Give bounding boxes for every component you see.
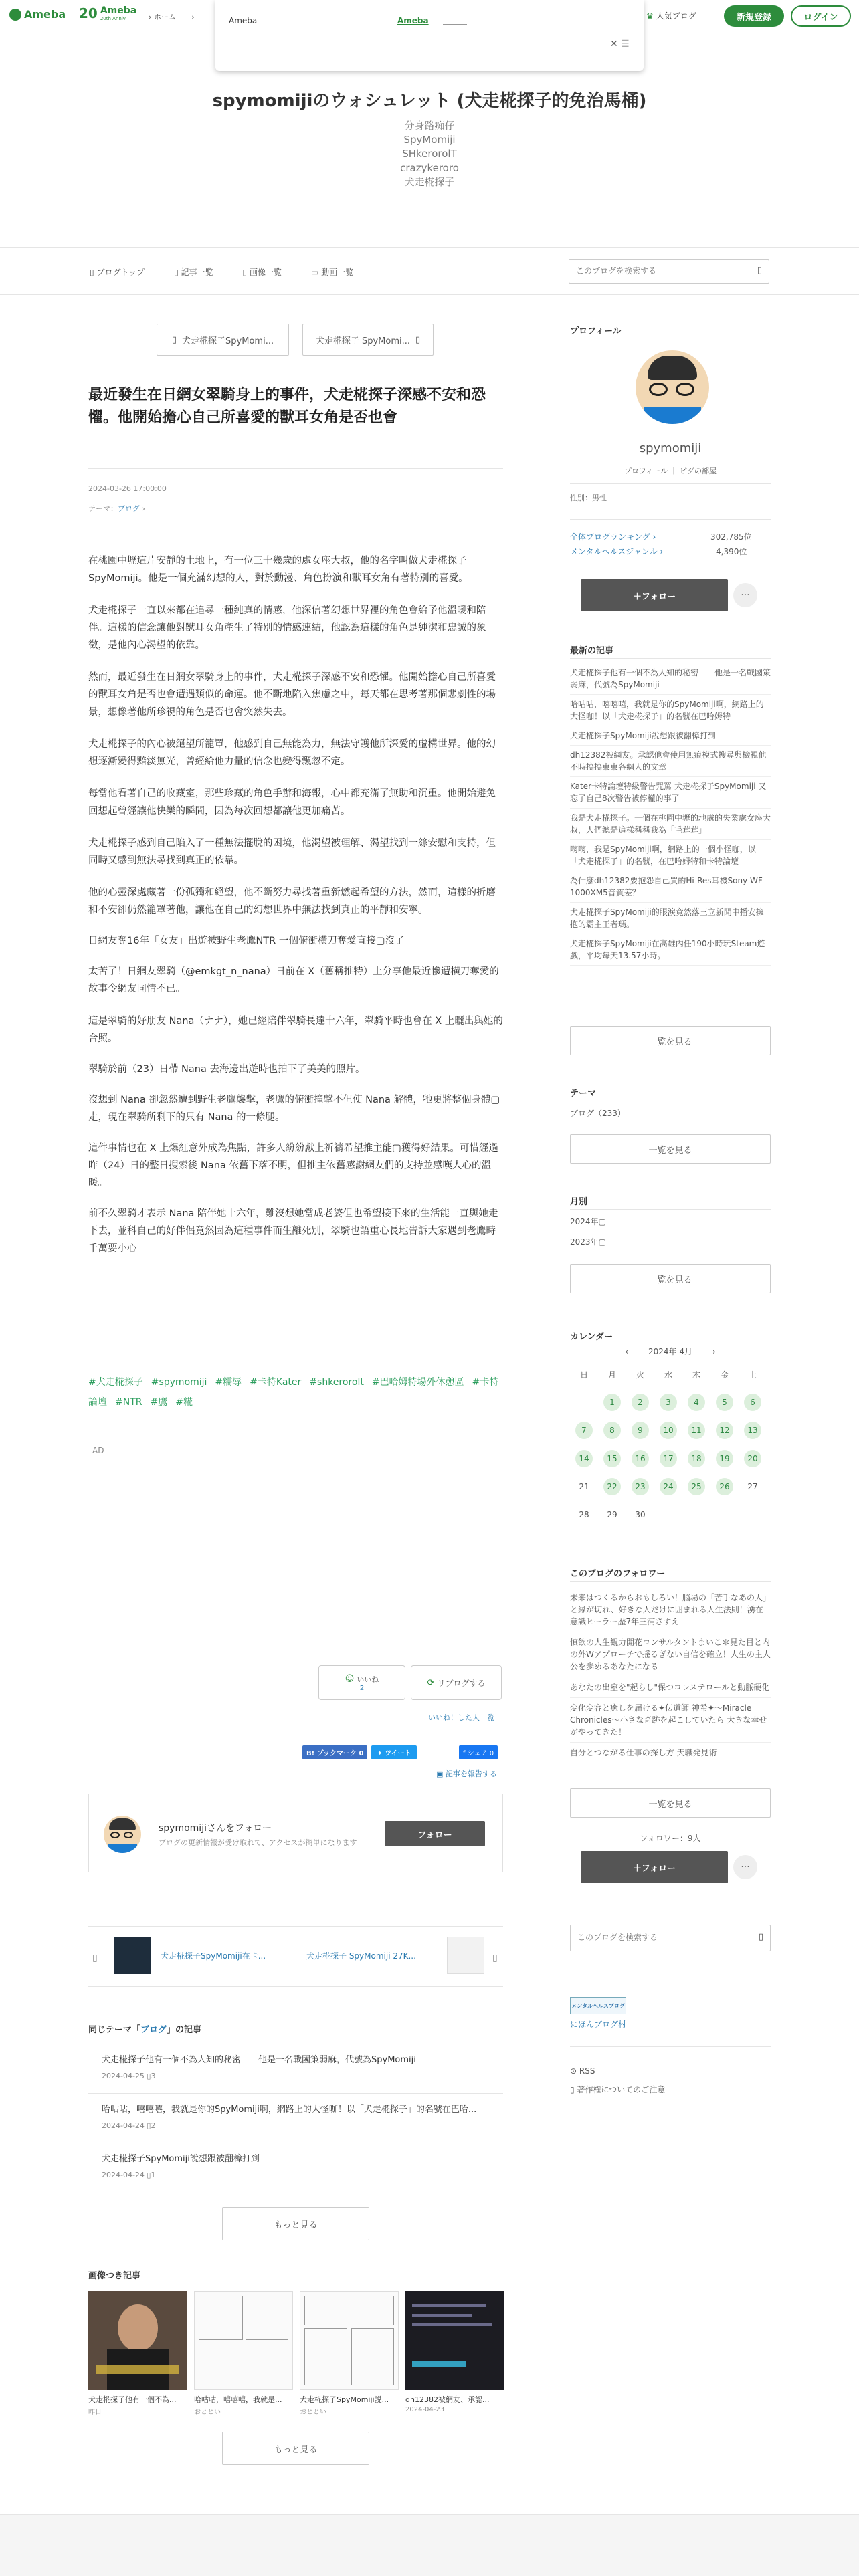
next-article-button[interactable]: 犬走椛探子 SpyMomi... ▯ [302, 324, 434, 356]
blog-alias: SHkerorolT [402, 148, 457, 160]
more-options-button[interactable]: ··· [733, 583, 757, 607]
theme-link[interactable]: ブログ [118, 504, 140, 513]
nav-search-box[interactable] [569, 259, 769, 284]
image-article-3[interactable]: 犬走椛探子SpyMomiji説... おととい [300, 2291, 399, 2416]
image-article-4[interactable]: dh12382被網友、承認... 2024-04-23 [405, 2291, 504, 2413]
calendar-weekday: 土 [748, 1370, 757, 1380]
article-paragraph: 然而，最近發生在日網女翠騎身上的事件，犬走椛探子深感不安和恐懼。他開始擔心自己所喜愛的獸耳女角是否也會遭遇類似的命運。他不斷地陷入焦慮之中，每天都在思考著那個悲劇性的場景，想像著他所珍視的角色是否也會突然失去。 [88, 672, 496, 718]
next-related-thumb[interactable] [447, 1937, 484, 1974]
nav-search-input[interactable] [569, 260, 743, 282]
recent-title: 最新の記事 [570, 646, 614, 656]
calendar-day[interactable]: 4 [688, 1394, 705, 1411]
reblog-icon: ⟳ [427, 1677, 435, 1688]
comment-icon: ▯ [144, 2121, 151, 2130]
image-article-2[interactable]: 哈咕咕，嘻嘻嘻，我就是... おととい [194, 2291, 293, 2416]
recent-article-link[interactable]: dh12382被網友。承認他會使用無痕模式搜尋與檢視他不時搞搞東東各網人的文章 [570, 746, 771, 777]
calendar-weekday: 日 [579, 1370, 588, 1380]
comment-icon: ▯ [144, 2072, 151, 2080]
article-paragraph: 犬走椛探子感到自己陷入了一種無法擺脫的困境，他渴望被理解、渴望找到一絲安慰和支持，但同時又感到無法尋找到真正的依靠。 [88, 838, 496, 866]
sidebar-follow-button[interactable]: ＋フォロー [581, 579, 728, 611]
rss-link[interactable]: ⊙ RSS [570, 2066, 595, 2076]
article-paragraph: 這是翠騎的好朋友 Nana（ナナ），她已經陪伴翠騎長達十六年，翠騎平時也會在 X 上曬出與她的合照。 [88, 1016, 503, 1044]
genre-ranking-link[interactable]: メンタルヘルスジャンル › [570, 547, 664, 556]
image-articles-title: 画像つき記事 [88, 2271, 141, 2281]
calendar-day[interactable]: 19 [716, 1450, 733, 1467]
calendar-day[interactable]: 16 [632, 1450, 649, 1467]
chevron-right-icon: › [191, 13, 195, 21]
same-theme-item[interactable] [88, 2093, 503, 2143]
ranking-link[interactable]: 全体ブログランキング › [570, 532, 656, 542]
account-popup: Ameba Ameba ✕ ☰ [215, 0, 644, 71]
footer-sidebar-divider [570, 2046, 771, 2047]
article-paragraph: 他的心靈深處藏著一份孤獨和絕望，他不斷努力尋找著重新燃起希望的方法，然而，這樣的折磨和不安卻仍然籠罩著他，讓他在自己的幻想世界中無法找到真正的平靜和安寧。 [88, 887, 496, 916]
calendar-day[interactable]: 3 [660, 1394, 677, 1411]
calendar-day: 27 [747, 1482, 758, 1491]
calendar-day[interactable]: 18 [688, 1450, 705, 1467]
article-paragraph: 前不久翠騎才表示 Nana 陪伴她十六年，難沒想她當成老婆但也希望接下來的生活能一直與她走下去，並科自己的好伴侶竟然因為這種事件而生離死別，翠騎也語重心長地告訴大家遇到老鷹時千萬要小心 [88, 1208, 498, 1254]
calendar-day[interactable]: 12 [716, 1422, 733, 1439]
prev-related-link[interactable]: 犬走椛探子SpyMomiji在卡... [161, 1951, 266, 1961]
recent-article-link[interactable]: 我是犬走椛探子。一個在桃園中壢的地處的失業處女座大叔，人們總是這樣稱稱我為「毛茸茸」 [570, 809, 771, 840]
calendar-day[interactable]: 25 [688, 1478, 705, 1495]
calendar-weekday: 月 [607, 1370, 616, 1380]
follower-posts [570, 1588, 771, 1763]
calendar-day: 21 [579, 1482, 589, 1491]
hashtag-link[interactable]: #巴哈姆特場外休憩區 [371, 1377, 464, 1388]
recent-article-link[interactable]: 嗨嗨，我是SpyMomiji啊，網路上的一個小怪咖，以「犬走椛探子」的名號，在巴哈姆特和卡特論壇 [570, 840, 771, 871]
video-icon: ▭ [310, 267, 319, 277]
calendar-day[interactable]: 23 [632, 1478, 649, 1495]
same-theme-more-button[interactable]: もっと見る [222, 2207, 369, 2240]
same-theme-item[interactable] [88, 2044, 503, 2093]
copyright-link[interactable]: ▯ 著作権についてのご注意 [570, 2085, 666, 2095]
same-theme-item-date: 2024-04-24 [102, 2121, 145, 2130]
calendar-weekday: 水 [664, 1370, 672, 1380]
sidebar-search-input[interactable] [571, 1925, 745, 1949]
same-theme-item-count: 2 [151, 2121, 156, 2130]
same-theme-link[interactable]: ブログ [140, 2025, 167, 2035]
calendar-day[interactable]: 20 [744, 1450, 761, 1467]
month-see-list-button[interactable]: 一覧を見る [570, 1264, 771, 1293]
recent-article-link[interactable]: 為什麼dh12382要抱怨自己買的Hi-Res耳機Sony WF-1000XM5音質差？ [570, 871, 771, 903]
profile-divider-2 [570, 519, 771, 520]
image-articles-more-button[interactable]: もっと見る [222, 2432, 369, 2465]
nihon-blog-link[interactable]: にほんブログ村 [570, 2020, 627, 2029]
more-options-button-2[interactable]: ··· [733, 1855, 757, 1879]
calendar-day[interactable]: 24 [660, 1478, 677, 1495]
article-theme: テーマ：ブログ › [88, 504, 145, 513]
chevron-left-icon[interactable]: ▯ [92, 1953, 98, 1963]
hashtag-link[interactable]: #鷹 [150, 1397, 168, 1408]
same-theme-item[interactable] [88, 2143, 503, 2192]
popup-underline [443, 24, 467, 25]
chevron-right-icon: › [142, 504, 145, 513]
chevron-right-icon: ▯ [415, 334, 421, 345]
follower-post-link[interactable]: 慎飲の人生観力開花コンサルタントまいこ＊見た目と内の外Wアプローチで揺るぎない自信を確立！人生の主人公を歩めるあなたになる [570, 1632, 771, 1677]
follow-box [88, 1794, 503, 1872]
calendar-title: カレンダー [570, 1332, 613, 1342]
profile-name[interactable]: spymomiji [639, 441, 702, 455]
article-paragraph: 在桃園中壢這片安靜的土地上，有一位三十幾歲的處女座大叔，他的名字叫做犬走椛探子 SpyMomiji。他是一個充滿幻想的人，對於動漫、角色扮演和獸耳女角有著特別的喜愛。 [88, 556, 468, 584]
follower-count: フォロワー：9人 [640, 1834, 701, 1843]
sidebar-search-box[interactable] [570, 1925, 771, 1951]
signup-button[interactable]: 新規登録 [724, 5, 784, 27]
theme-item[interactable]: ブログ（233） [570, 1109, 626, 1118]
article-paragraph: 沒想到 Nana 卻忽然遭到野生老鷹襲擊，老鷹的俯衝撞擊不但使 Nana 解體，牠更將整個身體▢走，現在翠騎所剩下的只有 Nana 的一條腿。 [88, 1095, 500, 1123]
blog-title[interactable]: spymomijiのウォシュレット (犬走椛探子的免治馬桶) [212, 91, 647, 111]
rss-icon: ⊙ [570, 2066, 577, 2076]
follow-box-desc: ブログの更新情報が受け取れて、アクセスが簡単になります [159, 1838, 357, 1847]
recent-article-link[interactable]: Kater卡特論壇特級警告咒罵 犬走椛探子SpyMomiji 又忘了自己8次警告被停權的事了 [570, 777, 771, 809]
hashtag-link[interactable]: #shkerorolt [309, 1377, 364, 1388]
month-title: 月別 [570, 1197, 588, 1207]
theme-title: テーマ [570, 1089, 597, 1099]
hashtag-link[interactable]: #spymomiji [151, 1377, 207, 1388]
smile-icon: ☺ [345, 1674, 355, 1684]
same-theme-item-title: 犬走椛探子他有一個不為人知的秘密——他是一名戰國策弱麻，代號為SpyMomiji [102, 2055, 416, 2065]
profile-title: プロフィール [570, 326, 622, 336]
popular-blog-link[interactable]: ♛ 人気ブログ [646, 11, 696, 21]
follower-post-link[interactable]: 未来はつくるからおもしろい！脳場の「苦手なあの人」と縁が切れ、好きな人だけに囲まれる人生法則！湧在意識ヒーラー歴7年三浦さすえ [570, 1588, 771, 1632]
fb-share-button[interactable]: f シェア 0 [459, 1745, 498, 1759]
same-theme-title: 同じテーマ「ブログ」の記事 [88, 2025, 202, 2035]
calendar-day[interactable]: 11 [688, 1422, 705, 1439]
calendar-day[interactable]: 8 [603, 1422, 621, 1439]
same-theme-item-count: 1 [151, 2171, 156, 2179]
menu-icon[interactable]: ☰ [621, 39, 630, 49]
home-icon: ▯ [90, 267, 94, 277]
article-paragraph: 這件事情也在 X 上爆紅意外成為焦點，許多人紛紛獻上祈禱希望推主能▢獲得好結果。可惜經過昨（24）日的整日搜索後 Nana 依舊下落不明，但推主依舊感謝網友們的支持並感嘆人心的溫暖。 [88, 1143, 498, 1188]
sidebar-follow-button-2[interactable]: ＋フォロー [581, 1851, 728, 1883]
same-theme-item-count: 3 [151, 2072, 156, 2080]
info-icon: ▯ [570, 2085, 575, 2095]
tweet-button[interactable]: ✦ ツイート [371, 1745, 416, 1759]
title-divider [88, 468, 503, 469]
list-icon: ▯ [174, 267, 179, 277]
close-icon[interactable]: ✕ [610, 39, 618, 49]
calendar-day[interactable]: 26 [716, 1478, 733, 1495]
chevron-right-icon[interactable]: › [712, 1347, 716, 1356]
recent-articles [570, 663, 771, 966]
article-paragraph: 日網友奪16年「女友」出遊被野生老鷹NTR 一個俯衝橫刀奪愛直接▢沒了 [88, 936, 405, 946]
calendar-day[interactable]: 5 [716, 1394, 733, 1411]
like-button[interactable]: ☺ いいね 2 [318, 1665, 405, 1700]
report-link[interactable]: ▣ 記事を報告する [436, 1769, 497, 1778]
share-row [302, 1745, 417, 1759]
calendar-day[interactable]: 10 [660, 1422, 677, 1439]
ameba-logo-icon [9, 9, 21, 21]
article-paragraph: 翠騎於前（23）日帶 Nana 去海邊出遊時也拍下了美美的照片。 [88, 1064, 365, 1075]
recent-article-link[interactable]: 哈咕咕，嘻嘻嘻，我就是你的SpyMomiji啊，網路上的大怪咖！以「犬走椛探子」的名號在巴哈姆特 [570, 695, 771, 726]
calendar-day[interactable]: 14 [575, 1450, 593, 1467]
calendar-weekday: 火 [636, 1370, 644, 1380]
same-theme-item-date: 2024-04-25 [102, 2072, 145, 2080]
blog-alias: 犬走椛探子 [404, 176, 455, 188]
calendar-day: 28 [579, 1510, 589, 1519]
follower-post-link[interactable]: あなたの出窒を"起らし"保つコレステロールと動脈硬化 [570, 1677, 771, 1698]
article-paragraph: 犬走椛探子的內心被絕望所籠罩，他感到自己無能為力，無法守護他所深愛的虛構世界。他的幻想逐漸變得黯淡無光，曾經給他力量的信念也變得飄忽不定。 [88, 739, 496, 767]
hashtag-link[interactable]: #糯辱 [215, 1377, 242, 1388]
follow-box-button[interactable]: フォロー [385, 1821, 485, 1846]
ad-label: AD [92, 1446, 104, 1455]
reblog-button[interactable]: ⟳ リブログする [411, 1665, 502, 1700]
blog-alias: 分身路痴仔 [404, 120, 455, 132]
calendar-day[interactable]: 9 [632, 1422, 649, 1439]
profile-link[interactable]: プロフィール [624, 467, 668, 475]
hashtag-link[interactable]: #卡特論壇 [88, 1377, 499, 1408]
footer-band [0, 2514, 859, 2576]
prev-related-thumb[interactable] [114, 1937, 151, 1974]
chevron-left-icon[interactable]: ‹ [625, 1347, 628, 1356]
calendar-day[interactable]: 2 [632, 1394, 649, 1411]
bookmark-button[interactable]: B! ブックマーク 0 [302, 1745, 367, 1759]
image-article-thumb-3 [300, 2291, 399, 2390]
recent-article-link[interactable]: 犬走椛探子SpyMomiji說想跟被翻樟打到 [570, 726, 771, 746]
bird-icon: ✦ [377, 1750, 383, 1757]
followers-see-list-button[interactable]: 一覧を見る [570, 1788, 771, 1818]
search-icon[interactable]: ▯ [757, 265, 762, 276]
hashtag-link[interactable]: #糀 [175, 1397, 193, 1408]
calendar-day[interactable]: 22 [603, 1478, 621, 1495]
chevron-right-icon: › [660, 547, 664, 556]
article-date: 2024-03-26 17:00:00 [88, 484, 167, 493]
recent-article-link[interactable]: 犬走椛探子SpyMomiji在高雄內任190小時玩Steam遊戲，平均每天13.57小時。 [570, 934, 771, 966]
mental-health-badge[interactable]: メンタルヘルスブログ [570, 1997, 626, 2014]
twenty-icon: 20 [79, 5, 98, 21]
calendar-month: ‹ 2024年 4月 › [625, 1347, 716, 1356]
hashtag-link[interactable]: #犬走椛探子 [88, 1377, 143, 1388]
same-theme-list [88, 2044, 503, 2192]
calendar-weekday: 金 [720, 1370, 729, 1380]
login-button[interactable]: ログイン [791, 5, 851, 27]
article-body [88, 552, 503, 1272]
calendar-day: 30 [635, 1510, 646, 1519]
search-icon[interactable]: ▯ [758, 1932, 763, 1942]
recent-divider [570, 658, 771, 659]
follow-box-title: spymomijiさんをフォロー [159, 1823, 272, 1834]
facebook-icon: f [463, 1750, 466, 1757]
followers-divider [570, 1581, 771, 1582]
same-theme-item-date: 2024-04-24 [102, 2171, 145, 2179]
recent-article-link[interactable]: 犬走椛探子他有一個不為人知的秘密——他是一名戰國策弱麻，代號為SpyMomiji [570, 663, 771, 695]
same-theme-item-title: 犬走椛探子SpyMomiji說想跟被翻樟打到 [102, 2154, 260, 2164]
calendar-day[interactable]: 1 [603, 1394, 621, 1411]
profile-divider [570, 483, 771, 484]
hashtag-list [88, 1372, 503, 1412]
article-paragraph: 每當他看著自己的收藏室，那些珍藏的角色手辦和海報，心中都充滿了無助和沉重。他開始避免回想起曾經讓他快樂的瞬間，因為每次回想都讓他更加痛苦。 [88, 788, 496, 817]
profile-avatar[interactable] [636, 350, 709, 424]
home-link[interactable]: › ホーム › [149, 13, 195, 21]
calendar-day[interactable]: 7 [575, 1422, 593, 1439]
recent-see-list-button[interactable]: 一覧を見る [570, 1026, 771, 1055]
pigg-link[interactable]: ピグの部屋 [679, 467, 717, 475]
blog-alias: crazykeroro [400, 162, 459, 174]
chevron-right-icon[interactable]: ▯ [492, 1953, 498, 1963]
related-top-border [88, 1926, 503, 1927]
profile-gender: 性別：男性 [570, 494, 607, 502]
ameba-20th-logo[interactable]: 20 Ameba 20th Anniv. [79, 5, 137, 21]
nav-videos[interactable]: ▭ 動画一覧 [310, 267, 354, 277]
popup-login-link[interactable]: Ameba [397, 16, 429, 25]
calendar-day: 29 [607, 1510, 617, 1519]
image-article-thumb-2 [194, 2291, 293, 2390]
nav-blogtop[interactable]: ▯ ブログトップ [90, 267, 145, 277]
ameba-logo[interactable]: Ameba [9, 8, 66, 21]
nav-images[interactable]: ▯ 画像一覧 [242, 267, 282, 277]
calendar-day[interactable]: 6 [744, 1394, 761, 1411]
calendar-weekday: 木 [692, 1370, 700, 1380]
same-theme-item-title: 哈咕咕，嘻嘻嘻，我就是你的SpyMomiji啊，網路上的大怪咖！以「犬走椛探子」的名號在巴哈... [102, 2105, 477, 2115]
blog-description [0, 119, 859, 189]
nav-articles[interactable]: ▯ 記事一覧 [174, 267, 213, 277]
month-item-2024[interactable]: 2024年▢ [570, 1217, 606, 1226]
profile-links: プロフィール ｜ ピグの部屋 [624, 467, 717, 475]
prev-article-button[interactable]: ▯ 犬走椛探子SpyMomi... [157, 324, 289, 356]
calendar-day[interactable]: 13 [744, 1422, 761, 1439]
theme-see-list-button[interactable]: 一覧を見る [570, 1134, 771, 1164]
nav-top-border [0, 247, 859, 248]
report-icon: ▣ [436, 1769, 444, 1778]
article-paragraph: 犬走椛探子一直以來都在追尋一種純真的情感，他深信著幻想世界裡的角色會給予他溫暖和陪伴。這樣的信念讓他對獸耳女角產生了特別的情感連結，他認為這樣的角色是純潔和忠誠的象徵，是他內心渴望的依靠。 [88, 605, 486, 651]
blog-alias: SpyMomiji [403, 134, 456, 146]
next-related-link[interactable]: 犬走椛探子 SpyMomiji 27K... [306, 1951, 416, 1961]
chevron-left-icon: ▯ [171, 334, 177, 345]
image-article-1[interactable]: 犬走椛探子他有一個不為... 昨日 [88, 2291, 187, 2416]
recent-article-link[interactable]: 犬走椛探子SpyMomiji的眼淚竟然落三立新聞中播安擁抱的霸主王者瑪。 [570, 903, 771, 934]
related-bottom-border [88, 1986, 503, 1987]
genre-ranking-value: 4,390位 [716, 547, 747, 556]
follower-post-link[interactable]: 自分とつながる仕事の探し方 天職発見術 [570, 1743, 771, 1763]
avatar[interactable] [104, 1816, 141, 1853]
followers-title: このブログのフォロワー [570, 1569, 666, 1579]
crown-icon: ♛ [646, 11, 654, 21]
hashtag-link[interactable]: #卡特Kater [250, 1377, 302, 1388]
chevron-right-icon: › [149, 13, 152, 21]
calendar-day[interactable]: 17 [660, 1450, 677, 1467]
article-title: 最近發生在日網女翠騎身上的事件，犬走椛探子深感不安和恐懼。他開始擔心自己所喜愛的獸耳女角是否也會 [88, 387, 486, 426]
image-article-thumb-1 [88, 2291, 187, 2390]
follower-post-link[interactable]: 変化変容と癒しを届ける✦伝道師 神希✦～Miracle Chronicles～小さな奇跡を起こしていたら 大きな幸せがやってきた！ [570, 1698, 771, 1743]
month-item-2023[interactable]: 2023年▢ [570, 1237, 606, 1247]
nav-bottom-border [0, 294, 859, 295]
blog-nav [90, 266, 353, 278]
hashtag-link[interactable]: #NTR [115, 1397, 142, 1408]
chevron-right-icon: › [652, 532, 656, 542]
image-icon: ▯ [242, 267, 248, 277]
month-divider [570, 1209, 771, 1210]
comment-icon: ▯ [144, 2171, 151, 2179]
calendar-day[interactable]: 15 [603, 1450, 621, 1467]
calendar [570, 1360, 767, 1529]
ranking-value: 302,785位 [710, 532, 752, 542]
like-users-link[interactable]: いいね！した人一覧 [428, 1713, 494, 1722]
image-article-thumb-4 [405, 2291, 504, 2390]
article-paragraph: 太苦了！日網友翠騎（@emkgt_n_nana）日前在 X（舊稱推特）上分享他最近慘遭橫刀奪愛的故事令網友同情不已。 [88, 966, 499, 994]
